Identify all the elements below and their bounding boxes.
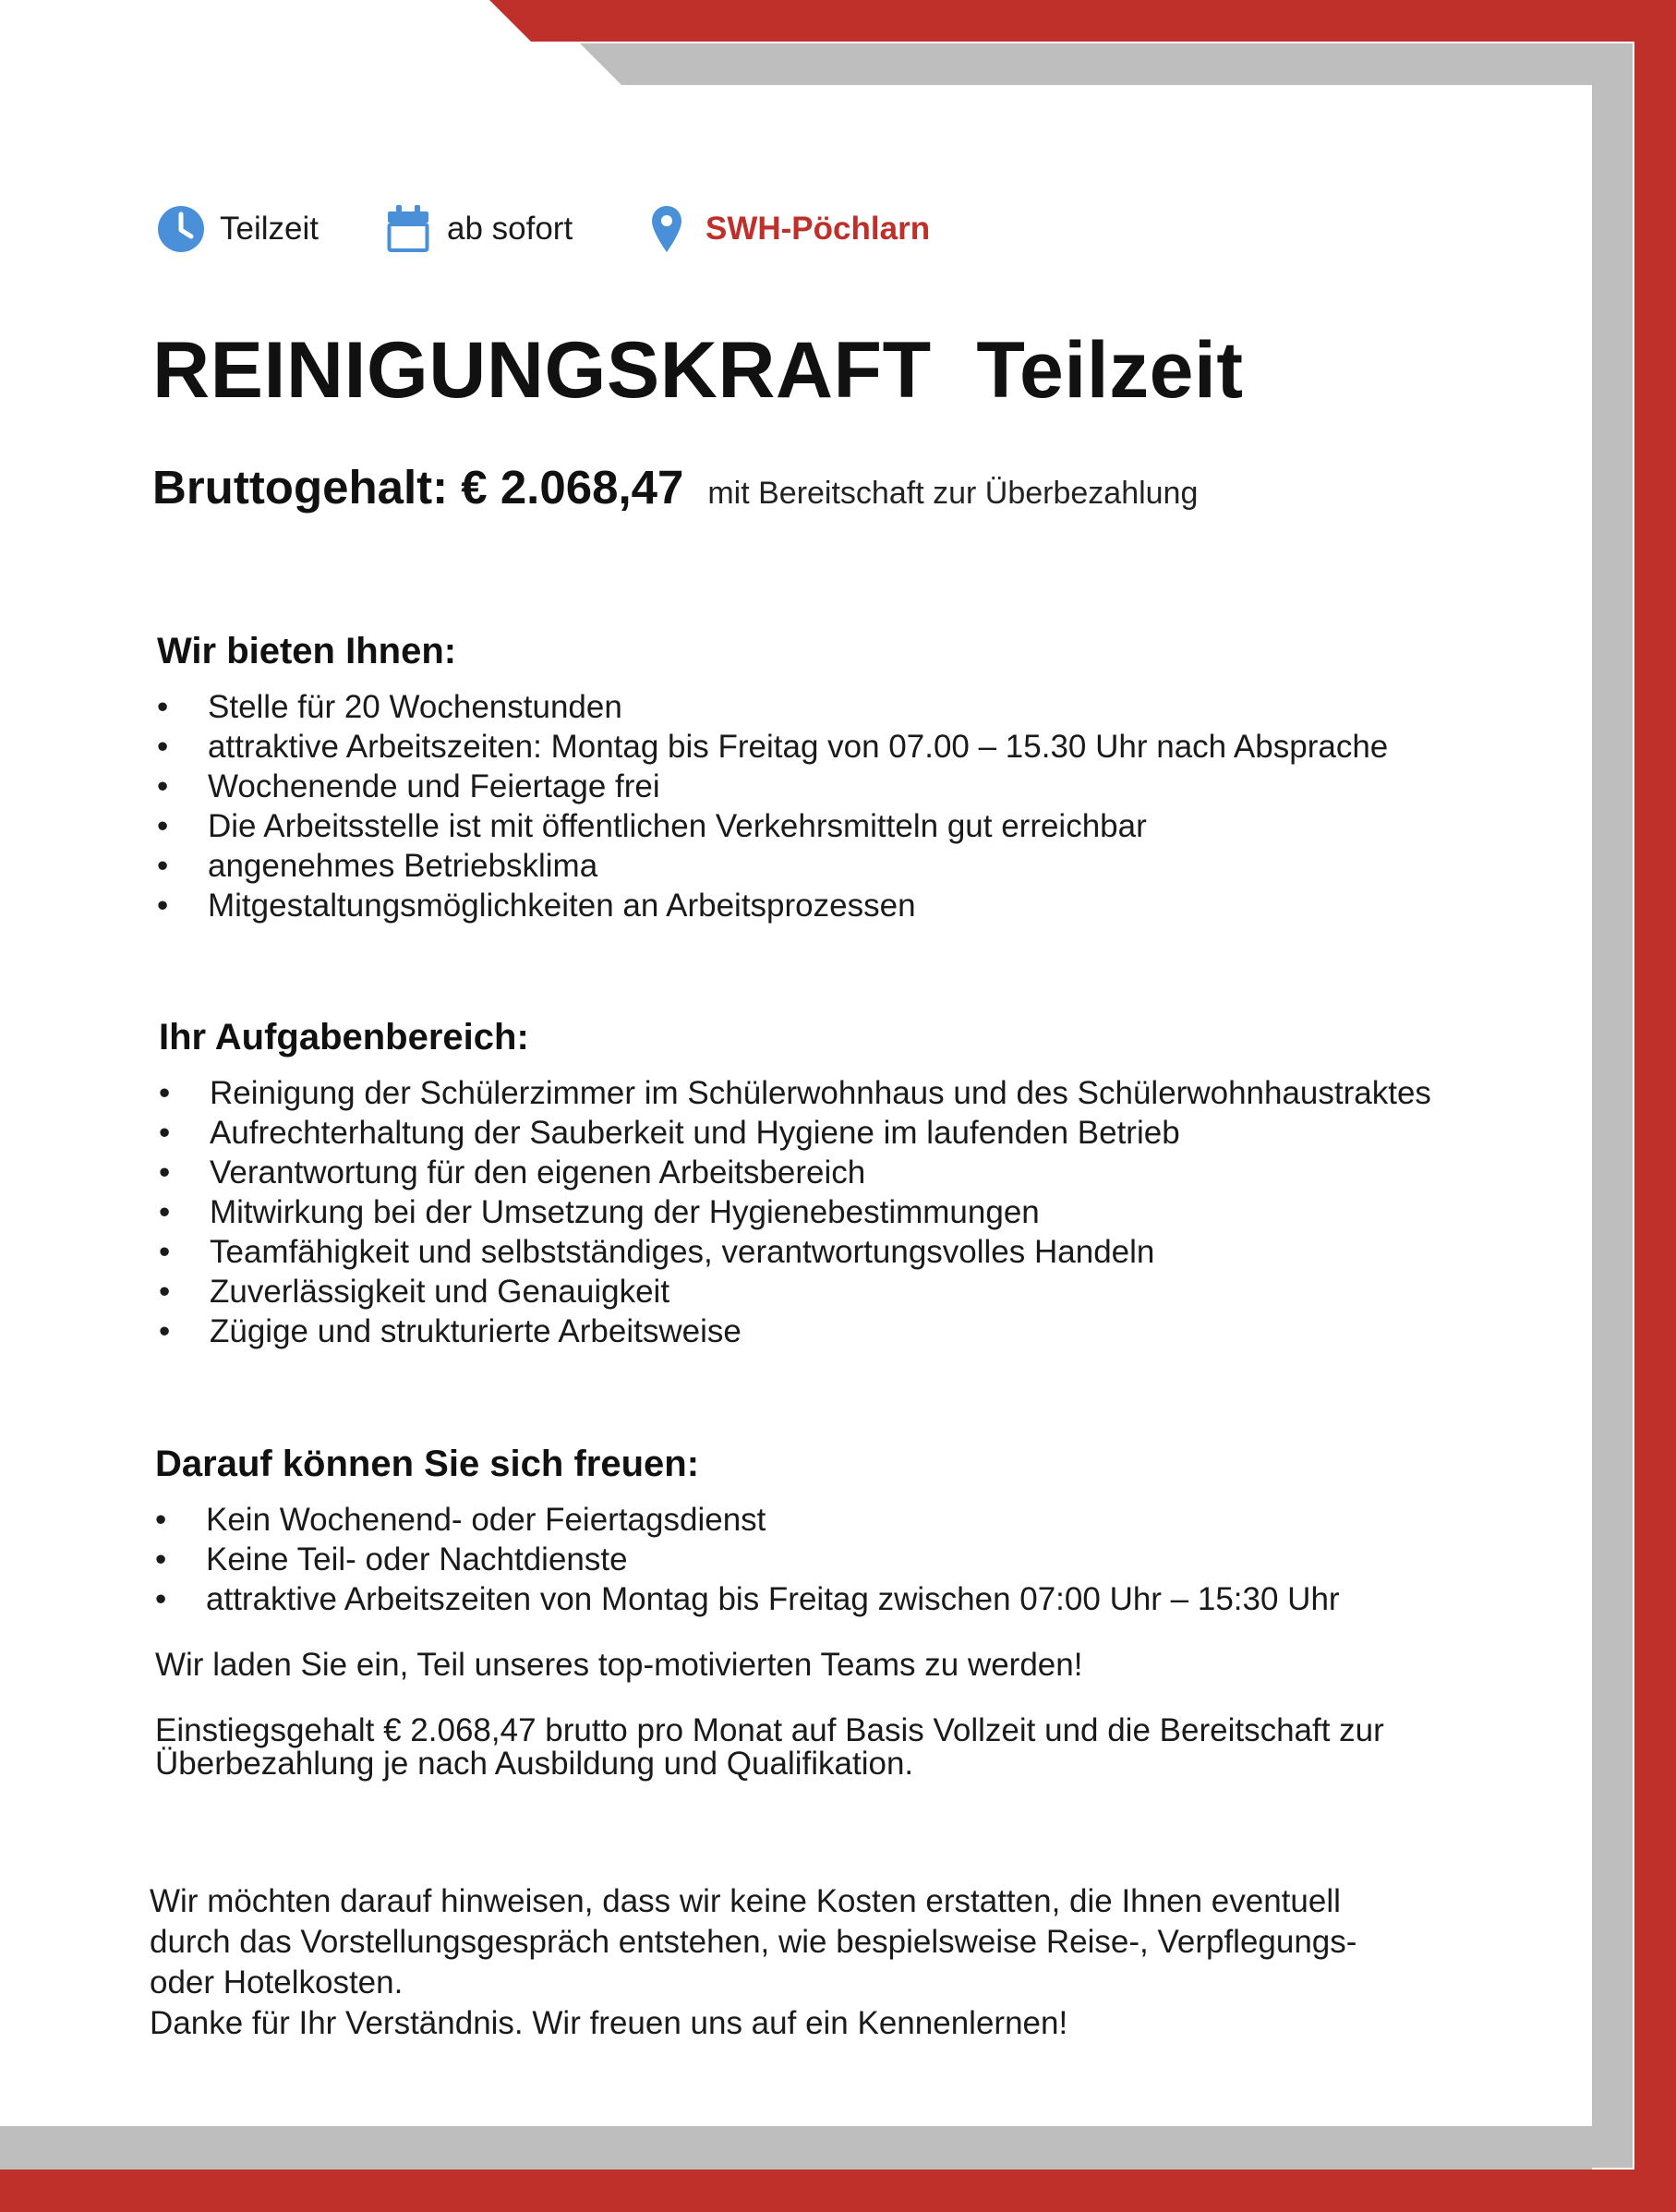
bullet-icon: •	[157, 689, 169, 725]
meta-location	[641, 201, 930, 257]
list-item: • Wochenende und Feiertage frei	[157, 768, 660, 804]
bullet-icon: •	[159, 1234, 171, 1270]
cost-notice	[150, 1881, 1356, 2044]
job-title: REINIGUNGSKRAFT Teilzeit	[152, 326, 1244, 415]
bullet-icon: •	[157, 808, 169, 844]
cost-notice-line: durch das Vorstellungsgespräch entstehen, wie bespielsweise Reise-, Verpflegungs-	[150, 1924, 1357, 1960]
bullet-icon: •	[159, 1154, 171, 1191]
list-item: • Die Arbeitsstelle ist mit öffentlichen Verkehrsmitteln gut erreichbar	[157, 808, 1147, 844]
salary-line	[152, 460, 1198, 514]
bullet-icon: •	[155, 1502, 167, 1538]
salary-amount: Bruttogehalt: € 2.068,47	[152, 461, 684, 514]
bullet-icon: •	[159, 1194, 171, 1230]
bullet-icon: •	[157, 848, 169, 884]
invite-text: Wir laden Sie ein, Teil unseres top-motivierten Teams zu werden!	[155, 1647, 1083, 1683]
location-pin-icon	[641, 203, 693, 255]
meta-employment-type	[155, 201, 319, 257]
entry-salary-line: Überbezahlung je nach Ausbildung und Qualifikation.	[155, 1746, 914, 1782]
section-heading-offer: Wir bieten Ihnen:	[157, 631, 457, 671]
benefits-list	[155, 1500, 1340, 1619]
list-item: • angenehmes Betriebsklima	[157, 848, 598, 884]
list-item: • Kein Wochenend- oder Feiertagsdienst	[155, 1502, 766, 1538]
list-item: • Zuverlässigkeit und Genauigkeit	[159, 1274, 670, 1310]
list-item: • attraktive Arbeitszeiten: Montag bis Freitag von 07.00 – 15.30 Uhr nach Absprache	[157, 729, 1389, 765]
bullet-icon: •	[155, 1541, 167, 1577]
bullet-icon: •	[157, 888, 169, 924]
section-heading-benefits: Darauf können Sie sich freuen:	[155, 1444, 700, 1484]
list-item: • Mitgestaltungsmöglichkeiten an Arbeitsprozessen	[157, 888, 916, 924]
section-heading-tasks: Ihr Aufgabenbereich:	[159, 1017, 529, 1058]
cost-notice-line: oder Hotelkosten.	[150, 1964, 404, 2000]
meta-start-date	[382, 201, 573, 257]
bullet-icon: •	[159, 1075, 171, 1111]
list-item: • Zügige und strukturierte Arbeitsweise	[159, 1313, 742, 1349]
list-item: • Mitwirkung bei der Umsetzung der Hygienebestimmungen	[159, 1194, 1040, 1230]
cost-notice-line: Wir möchten darauf hinweisen, dass wir keine Kosten erstatten, die Ihnen eventuell	[150, 1883, 1341, 1919]
entry-salary-text	[155, 1714, 1384, 1781]
offer-list	[157, 687, 1389, 925]
salary-note: mit Bereitschaft zur Überbezahlung	[707, 476, 1199, 511]
list-item: • Reinigung der Schülerzimmer im Schülerwohnhaus und des Schülerwohnhaustraktes	[159, 1075, 1431, 1111]
list-item: • Keine Teil- oder Nachtdienste	[155, 1541, 628, 1577]
calendar-icon	[382, 203, 434, 255]
list-item: • Aufrechterhaltung der Sauberkeit und Hygiene im laufenden Betrieb	[159, 1115, 1180, 1151]
meta-start-date-label: ab sofort	[447, 211, 573, 247]
list-item: • Stelle für 20 Wochenstunden	[157, 689, 622, 725]
meta-location-label: SWH-Pöchlarn	[705, 211, 931, 247]
bullet-icon: •	[157, 729, 169, 765]
bullet-icon: •	[155, 1581, 167, 1617]
bullet-icon: •	[157, 768, 169, 804]
list-item: • Verantwortung für den eigenen Arbeitsbereich	[159, 1154, 866, 1191]
list-item: • attraktive Arbeitszeiten von Montag bis Freitag zwischen 07:00 Uhr – 15:30 Uhr	[155, 1581, 1340, 1617]
bullet-icon: •	[159, 1115, 171, 1151]
bullet-icon: •	[159, 1313, 171, 1349]
clock-icon	[155, 203, 207, 255]
tasks-list	[159, 1073, 1431, 1351]
bullet-icon: •	[159, 1274, 171, 1310]
cost-notice-line: Danke für Ihr Verständnis. Wir freuen uns auf ein Kennenlernen!	[150, 2005, 1068, 2041]
list-item: • Teamfähigkeit und selbstständiges, verantwortungsvolles Handeln	[159, 1234, 1155, 1270]
entry-salary-line: Einstiegsgehalt € 2.068,47 brutto pro Monat auf Basis Vollzeit und die Bereitschaft zur	[155, 1712, 1384, 1748]
meta-employment-type-label: Teilzeit	[220, 211, 319, 247]
